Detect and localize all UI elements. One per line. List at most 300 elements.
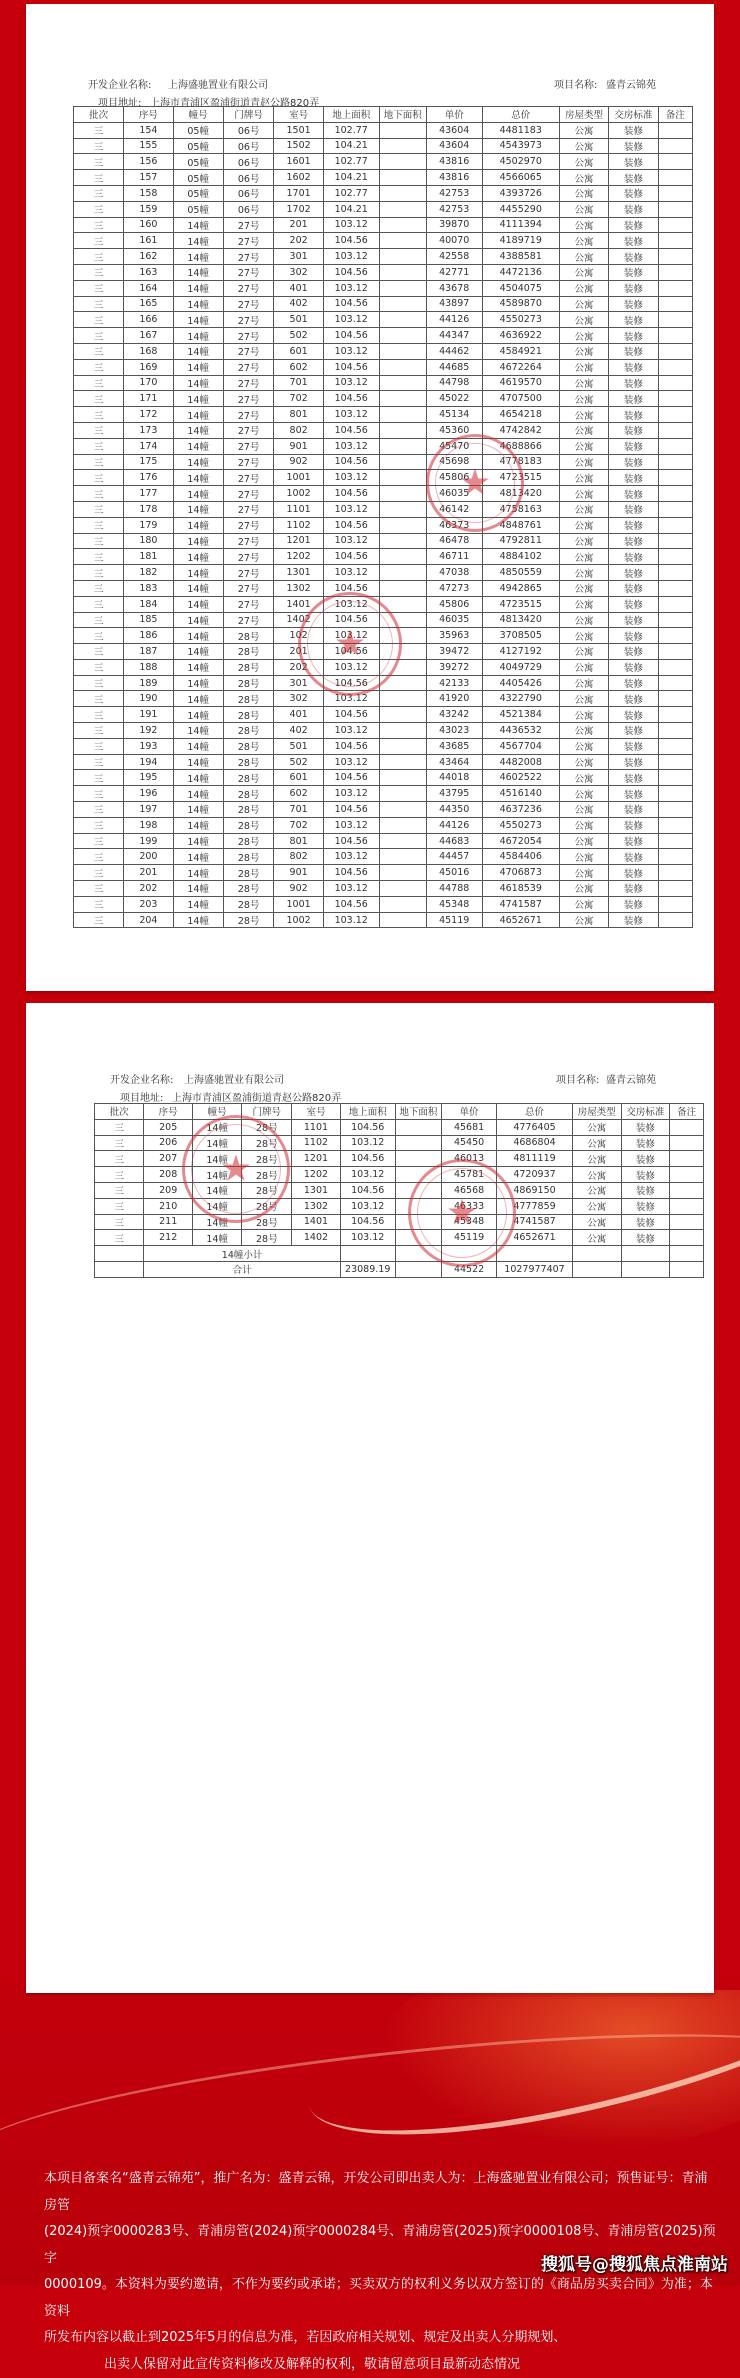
table-cell	[658, 691, 692, 707]
table-cell: 27号	[223, 549, 274, 565]
table-cell: 14幢	[173, 659, 223, 675]
table-cell	[670, 1151, 704, 1167]
table-cell	[379, 391, 426, 407]
table-cell	[379, 754, 426, 770]
table-row	[74, 517, 693, 533]
table-cell: 装修	[609, 833, 658, 849]
table-cell: 27号	[223, 596, 274, 612]
table-cell: 45698	[426, 454, 482, 470]
table-cell: 14幢	[173, 612, 223, 628]
table-cell: 4758163	[482, 501, 559, 517]
table-cell: 1701	[274, 185, 323, 201]
table-cell: 47038	[426, 565, 482, 581]
table-cell: 三	[74, 612, 124, 628]
table-cell: 4688866	[482, 438, 559, 454]
column-header: 室号	[274, 107, 323, 123]
table-row	[74, 833, 693, 849]
table-cell: 装修	[621, 1151, 670, 1167]
table-cell: 179	[124, 517, 173, 533]
table-cell: 45360	[426, 422, 482, 438]
table-cell: 39870	[426, 217, 482, 233]
table-cell: 14幢	[173, 833, 223, 849]
table-cell: 4189719	[482, 233, 559, 249]
table-cell: 装修	[609, 375, 658, 391]
column-header: 幢号	[192, 1104, 241, 1120]
column-header: 单价	[442, 1104, 497, 1120]
table-cell: 27号	[223, 343, 274, 359]
table-cell: 28号	[242, 1167, 292, 1183]
total-label: 合计	[144, 1261, 340, 1277]
table-cell	[658, 233, 692, 249]
column-header: 序号	[124, 107, 173, 123]
table-cell	[658, 612, 692, 628]
project-name: 盛青云锦苑	[606, 1071, 656, 1086]
table-cell: 199	[124, 833, 173, 849]
table-cell: 公寓	[573, 1151, 622, 1167]
table-cell: 三	[74, 470, 124, 486]
table-cell: 装修	[609, 486, 658, 502]
table-cell: 103.12	[323, 754, 379, 770]
column-header: 地下面积	[395, 1104, 441, 1120]
table-cell: 14幢	[173, 881, 223, 897]
subtotal-row	[95, 1246, 704, 1262]
table-cell: 191	[124, 707, 173, 723]
table-row	[74, 565, 693, 581]
table-cell: 27号	[223, 612, 274, 628]
table-cell: 1101	[292, 1119, 341, 1135]
column-header: 门牌号	[242, 1104, 292, 1120]
table-cell: 三	[74, 675, 124, 691]
table-cell: 4504075	[482, 280, 559, 296]
table-cell: 104.56	[323, 296, 379, 312]
table-cell: 302	[274, 264, 323, 280]
table-cell: 27号	[223, 454, 274, 470]
table-cell	[379, 833, 426, 849]
table-cell: 装修	[621, 1198, 670, 1214]
table-cell: 28号	[223, 802, 274, 818]
table-cell	[621, 1261, 670, 1277]
table-row	[74, 438, 693, 454]
table-cell	[379, 470, 426, 486]
table-cell: 三	[74, 896, 124, 912]
table-cell: 14幢	[173, 328, 223, 344]
table-cell: 44683	[426, 833, 482, 849]
table-cell: 180	[124, 533, 173, 549]
column-header: 备注	[658, 107, 692, 123]
table-cell: 4550273	[482, 312, 559, 328]
table-cell: 装修	[609, 454, 658, 470]
table-cell: 4707500	[482, 391, 559, 407]
address: 上海市青浦区盈浦街道青赵公路820弄	[172, 1089, 341, 1104]
table-cell: 装修	[609, 881, 658, 897]
table-cell: 公寓	[559, 565, 608, 581]
price-table	[94, 1103, 704, 1278]
table-cell: 47273	[426, 580, 482, 596]
table-cell: 1001	[274, 896, 323, 912]
table-cell: 201	[124, 865, 173, 881]
table-cell: 103.12	[323, 438, 379, 454]
table-cell: 三	[74, 185, 124, 201]
table-cell: 14幢	[192, 1214, 241, 1230]
table-cell	[379, 912, 426, 928]
table-cell: 装修	[609, 738, 658, 754]
table-cell: 装修	[609, 865, 658, 881]
table-cell: 165	[124, 296, 173, 312]
table-cell: 三	[74, 912, 124, 928]
table-cell	[658, 359, 692, 375]
table-cell	[379, 122, 426, 138]
table-cell: 4942865	[482, 580, 559, 596]
table-cell: 公寓	[559, 375, 608, 391]
table-cell: 104.56	[340, 1151, 395, 1167]
table-cell: 公寓	[559, 628, 608, 644]
table-cell: 公寓	[559, 407, 608, 423]
table-cell: 27号	[223, 312, 274, 328]
table-cell: 装修	[609, 264, 658, 280]
table-cell: 183	[124, 580, 173, 596]
table-row	[74, 312, 693, 328]
table-cell	[379, 201, 426, 217]
table-cell: 1401	[274, 596, 323, 612]
table-cell: 三	[74, 249, 124, 265]
table-row	[74, 817, 693, 833]
table-cell: 104.56	[340, 1119, 395, 1135]
table-cell: 4472136	[482, 264, 559, 280]
table-cell: 06号	[223, 170, 274, 186]
table-row	[74, 185, 693, 201]
table-cell	[379, 486, 426, 502]
table-cell: 103.12	[323, 343, 379, 359]
table-row	[74, 486, 693, 502]
table-cell: 4482008	[482, 754, 559, 770]
table-cell	[379, 154, 426, 170]
table-cell: 4322790	[482, 691, 559, 707]
table-cell	[658, 802, 692, 818]
table-row	[74, 533, 693, 549]
table-cell: 装修	[609, 612, 658, 628]
table-cell: 1102	[292, 1135, 341, 1151]
table-cell: 公寓	[559, 470, 608, 486]
table-cell: 44798	[426, 375, 482, 391]
table-cell: 14幢	[173, 486, 223, 502]
table-cell: 14幢	[173, 849, 223, 865]
table-cell: 160	[124, 217, 173, 233]
table-cell: 104.56	[323, 328, 379, 344]
table-cell: 公寓	[559, 501, 608, 517]
table-row	[74, 249, 693, 265]
table-cell: 14幢	[173, 786, 223, 802]
table-cell: 4618539	[482, 881, 559, 897]
table-cell: 三	[74, 707, 124, 723]
table-cell: 装修	[609, 628, 658, 644]
table-cell: 168	[124, 343, 173, 359]
table-cell	[497, 1246, 573, 1262]
table-cell: 194	[124, 754, 173, 770]
table-cell: 14幢	[173, 438, 223, 454]
table-cell: 4566065	[482, 170, 559, 186]
table-cell: 1401	[292, 1214, 341, 1230]
table-cell: 14幢	[192, 1151, 241, 1167]
table-cell: 104.56	[340, 1214, 395, 1230]
table-cell: 188	[124, 659, 173, 675]
table-cell: 装修	[609, 817, 658, 833]
table-cell: 163	[124, 264, 173, 280]
developer-name: 上海盛驰置业有限公司	[168, 76, 268, 91]
table-cell: 4637236	[482, 802, 559, 818]
table-cell: 公寓	[559, 849, 608, 865]
table-row	[74, 501, 693, 517]
table-cell: 902	[274, 454, 323, 470]
table-cell: 104.56	[323, 517, 379, 533]
table-cell: 44126	[426, 817, 482, 833]
table-cell: 公寓	[559, 580, 608, 596]
table-cell: 4516140	[482, 786, 559, 802]
table-cell: 104.56	[323, 612, 379, 628]
table-cell: 三	[74, 849, 124, 865]
table-cell: 三	[74, 691, 124, 707]
table-cell: 4723515	[482, 470, 559, 486]
table-cell: 4686804	[497, 1135, 573, 1151]
table-cell: 201	[274, 644, 323, 660]
table-cell: 3708505	[482, 628, 559, 644]
table-cell	[658, 264, 692, 280]
column-header: 地上面积	[323, 107, 379, 123]
table-cell: 184	[124, 596, 173, 612]
table-cell: 104.56	[323, 865, 379, 881]
table-cell: 4811119	[497, 1151, 573, 1167]
table-cell: 28号	[242, 1214, 292, 1230]
table-cell: 28号	[223, 896, 274, 912]
disclaimer-line: 0000109。本资料为要约邀请，不作为要约或承诺；买卖双方的权利义务以双方签订的《商品房买卖合同》为准；本资料	[44, 2272, 719, 2325]
table-cell	[379, 438, 426, 454]
table-cell: 装修	[609, 691, 658, 707]
table-cell	[379, 501, 426, 517]
table-row	[74, 865, 693, 881]
table-cell: 4723515	[482, 596, 559, 612]
table-cell: 4388581	[482, 249, 559, 265]
column-header: 房屋类型	[559, 107, 608, 123]
table-cell	[658, 249, 692, 265]
table-cell: 196	[124, 786, 173, 802]
table-cell	[379, 185, 426, 201]
table-cell	[379, 644, 426, 660]
table-cell: 14幢	[173, 896, 223, 912]
table-cell: 公寓	[559, 486, 608, 502]
table-cell: 装修	[621, 1230, 670, 1246]
table-cell: 14幢	[173, 359, 223, 375]
table-cell: 169	[124, 359, 173, 375]
table-cell: 1201	[292, 1151, 341, 1167]
disclaimer-line: 所发布内容以截止到2025年5月的信息为准，若因政府相关规划、规定及出卖人分期规划、	[44, 2325, 719, 2352]
table-cell: 4455290	[482, 201, 559, 217]
table-cell	[658, 375, 692, 391]
table-cell: 1301	[292, 1182, 341, 1198]
table-row	[74, 881, 693, 897]
table-cell: 1001	[274, 470, 323, 486]
table-cell: 103.12	[323, 849, 379, 865]
table-cell: 44018	[426, 770, 482, 786]
table-row	[95, 1119, 704, 1135]
table-cell: 装修	[609, 501, 658, 517]
table-cell: 212	[144, 1230, 193, 1246]
table-cell: 公寓	[559, 154, 608, 170]
table-cell: 42771	[426, 264, 482, 280]
table-cell: 302	[274, 691, 323, 707]
table-cell: 三	[74, 802, 124, 818]
table-cell: 4127192	[482, 644, 559, 660]
table-cell: 14幢	[192, 1230, 241, 1246]
table-cell: 装修	[621, 1182, 670, 1198]
column-header: 备注	[670, 1104, 704, 1120]
table-cell: 43685	[426, 738, 482, 754]
table-cell: 45470	[426, 438, 482, 454]
table-cell	[658, 881, 692, 897]
table-cell: 06号	[223, 138, 274, 154]
table-cell: 104.56	[323, 896, 379, 912]
table-cell: 44350	[426, 802, 482, 818]
table-cell: 1002	[274, 912, 323, 928]
table-cell: 4481183	[482, 122, 559, 138]
table-cell: 4869150	[497, 1182, 573, 1198]
table-cell: 202	[124, 881, 173, 897]
table-cell: 103.12	[323, 312, 379, 328]
table-cell: 401	[274, 280, 323, 296]
table-cell: 43816	[426, 170, 482, 186]
table-row	[74, 122, 693, 138]
table-cell	[379, 707, 426, 723]
table-cell	[670, 1246, 704, 1262]
table-cell: 05幢	[173, 154, 223, 170]
table-cell: 4502970	[482, 154, 559, 170]
table-cell: 27号	[223, 391, 274, 407]
table-cell: 14幢	[173, 580, 223, 596]
table-cell: 公寓	[573, 1182, 622, 1198]
table-cell: 装修	[609, 596, 658, 612]
table-cell: 402	[274, 296, 323, 312]
table-cell	[658, 833, 692, 849]
column-header: 房屋类型	[573, 1104, 622, 1120]
table-cell	[658, 596, 692, 612]
table-cell: 601	[274, 770, 323, 786]
table-cell: 05幢	[173, 170, 223, 186]
table-cell: 三	[74, 407, 124, 423]
table-cell: 301	[274, 249, 323, 265]
table-cell: 装修	[621, 1119, 670, 1135]
table-cell: 28号	[223, 754, 274, 770]
address-label: 项目地址:	[120, 1089, 163, 1104]
table-cell: 176	[124, 470, 173, 486]
table-cell: 43678	[426, 280, 482, 296]
table-row	[95, 1214, 704, 1230]
table-cell	[573, 1261, 622, 1277]
table-cell: 装修	[609, 312, 658, 328]
watermark: 搜狐号@搜狐焦点淮南站	[541, 2250, 728, 2275]
table-cell: 1402	[292, 1230, 341, 1246]
table-cell: 28号	[223, 659, 274, 675]
table-cell	[95, 1261, 144, 1277]
table-cell: 公寓	[559, 438, 608, 454]
table-cell: 14幢	[173, 865, 223, 881]
table-cell: 14幢	[173, 596, 223, 612]
table-cell: 189	[124, 675, 173, 691]
table-cell	[658, 549, 692, 565]
table-cell: 602	[274, 786, 323, 802]
table-cell: 103.12	[323, 533, 379, 549]
table-cell: 14幢	[173, 391, 223, 407]
table-cell: 4848761	[482, 517, 559, 533]
table-cell: 装修	[609, 138, 658, 154]
table-cell	[658, 912, 692, 928]
table-cell: 1201	[274, 533, 323, 549]
table-cell: 三	[74, 501, 124, 517]
table-cell: 190	[124, 691, 173, 707]
table-cell	[379, 817, 426, 833]
table-cell: 4567704	[482, 738, 559, 754]
table-cell: 4720937	[497, 1167, 573, 1183]
table-cell: 三	[74, 644, 124, 660]
table-cell: 三	[95, 1167, 144, 1183]
table-cell	[95, 1246, 144, 1262]
table-cell	[379, 217, 426, 233]
table-cell: 802	[274, 422, 323, 438]
table-cell: 14幢	[173, 628, 223, 644]
table-cell: 三	[74, 628, 124, 644]
table-cell: 158	[124, 185, 173, 201]
table-cell: 44685	[426, 359, 482, 375]
table-cell: 14幢	[173, 549, 223, 565]
table-cell: 42753	[426, 185, 482, 201]
table-cell: 三	[95, 1119, 144, 1135]
column-header: 交房标准	[621, 1104, 670, 1120]
table-cell: 装修	[609, 280, 658, 296]
table-cell: 公寓	[559, 707, 608, 723]
table-cell: 三	[74, 486, 124, 502]
table-cell: 三	[74, 391, 124, 407]
table-cell: 公寓	[559, 517, 608, 533]
table-cell: 181	[124, 549, 173, 565]
table-cell: 装修	[609, 422, 658, 438]
table-row	[74, 375, 693, 391]
table-cell: 104.56	[323, 549, 379, 565]
table-cell: 公寓	[559, 170, 608, 186]
table-cell: 1501	[274, 122, 323, 138]
table-cell	[379, 580, 426, 596]
table-cell	[395, 1261, 441, 1277]
column-header: 门牌号	[223, 107, 274, 123]
table-cell: 178	[124, 501, 173, 517]
table-cell: 14幢	[173, 802, 223, 818]
table-cell: 104.56	[323, 486, 379, 502]
table-row	[74, 264, 693, 280]
table-cell: 104.56	[323, 454, 379, 470]
column-header: 序号	[144, 1104, 193, 1120]
table-cell: 公寓	[559, 786, 608, 802]
table-cell	[658, 217, 692, 233]
table-cell: 公寓	[559, 817, 608, 833]
table-cell: 156	[124, 154, 173, 170]
table-cell: 公寓	[559, 738, 608, 754]
table-cell: 三	[74, 865, 124, 881]
table-cell: 4636922	[482, 328, 559, 344]
table-cell: 14幢	[173, 817, 223, 833]
price-list-page-2	[26, 1003, 714, 1993]
table-cell: 28号	[223, 786, 274, 802]
table-cell: 4550273	[482, 817, 559, 833]
table-cell: 三	[74, 343, 124, 359]
table-cell: 14幢	[173, 723, 223, 739]
table-cell	[658, 644, 692, 660]
table-cell: 公寓	[573, 1167, 622, 1183]
